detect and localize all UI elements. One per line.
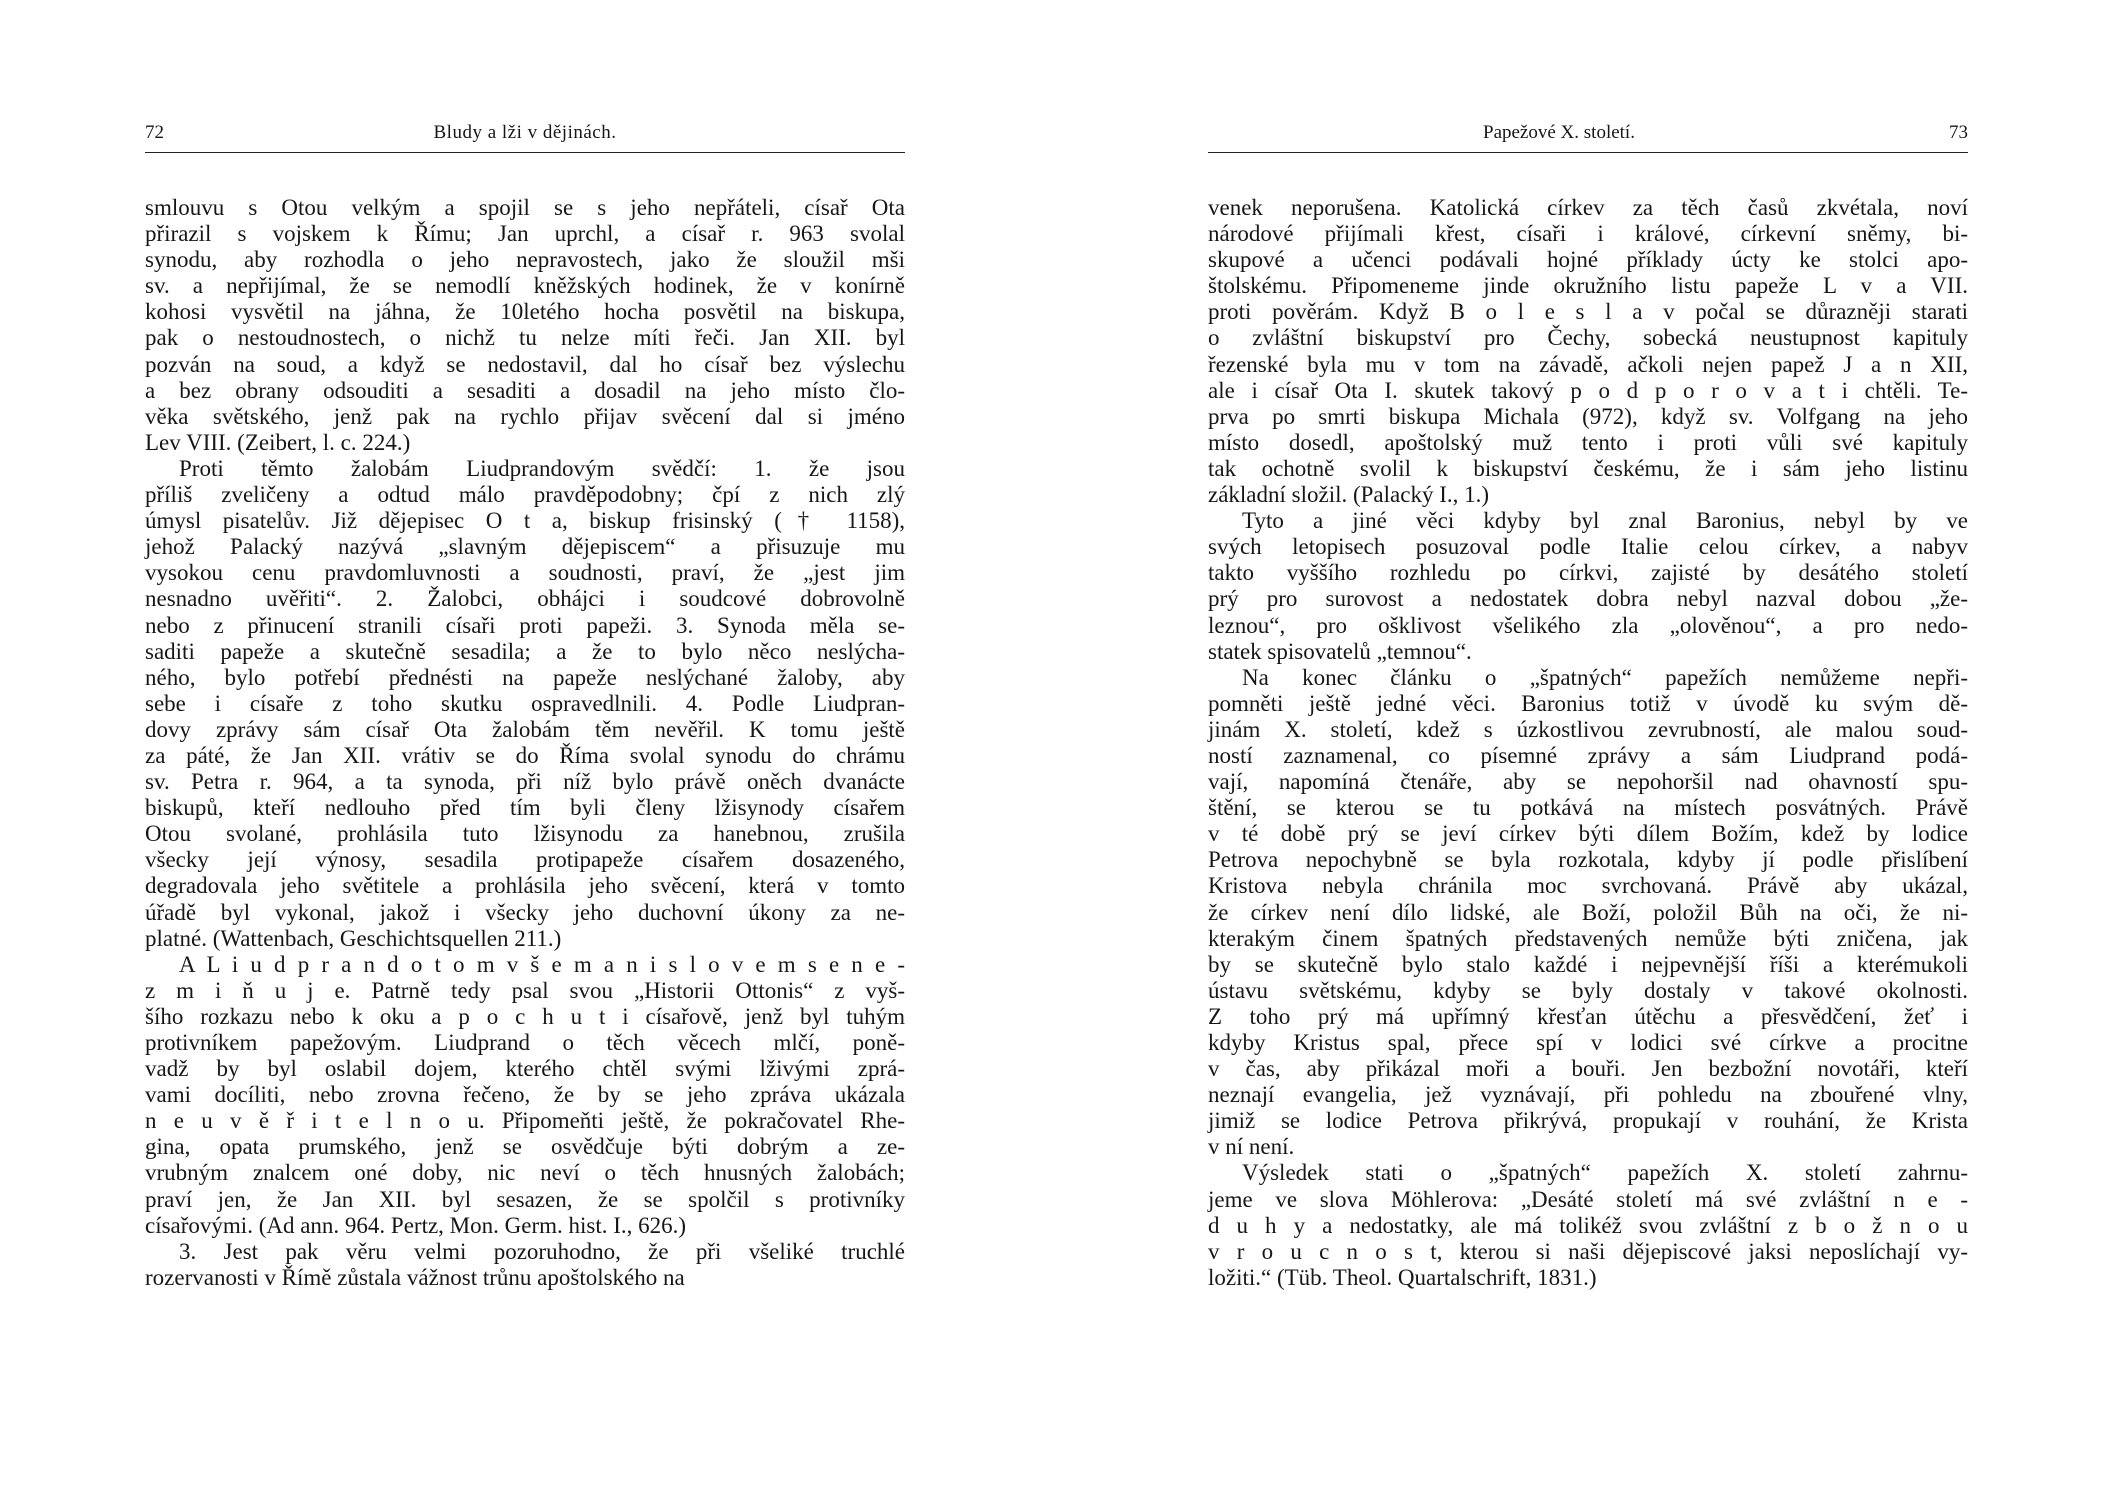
text-line: svých letopisech posuzoval podle Italie celou církev, a nabyv xyxy=(1208,534,1968,560)
text-line: rozervanosti v Římě zůstala vážnost trůnu apoštolského na xyxy=(145,1264,685,1290)
text-line: leznou“, pro ošklivost všelikého zla „olověnou“, a pro nedo- xyxy=(1208,612,1968,638)
text-line: degradovala jeho světitele a prohlásila jeho svěcení, která v tomto xyxy=(145,873,905,899)
left-page-header xyxy=(145,122,905,153)
text-line: proti pověrám. Když B o l e s l a v počal se důrazněji starati xyxy=(1208,299,1968,325)
text-line: z m i ň u j e. Patrně tedy psal svou „Historii Ottonis“ z vyš- xyxy=(145,977,905,1003)
text-line: takto vyššího rozhledu po církvi, zajisté by desátého století xyxy=(1208,560,1968,586)
right-page-number: 73 xyxy=(1949,122,1968,143)
text-line: Otou svolané, prohlásila tuto lžisynodu za hanebnou, zrušila xyxy=(145,821,905,847)
text-line: vami docíliti, nebo zrovna řečeno, že by se jeho zpráva ukázala xyxy=(145,1082,905,1108)
text-line: vrubným znalcem oné doby, nic neví o těch hnusných žalobách; xyxy=(145,1160,905,1186)
text-line: Lev VIII. (Zeibert, l. c. 224.) xyxy=(145,429,411,455)
text-line: Petrova nepochybně se byla rozkotala, kdyby jí podle přislíbení xyxy=(1208,847,1968,873)
text-line: venek neporušena. Katolická církev za těch časů zkvétala, noví xyxy=(1208,195,1968,220)
text-line: prva po smrti biskupa Michala (972), když sv. Volfgang na jeho xyxy=(1208,403,1968,429)
text-line: úřadě byl vykonal, jakož i všecky jeho duchovní úkony za ne- xyxy=(145,899,905,925)
text-line: úmysl pisatelův. Již dějepisec O t a, biskup frisinský († 1158), xyxy=(145,508,905,534)
text-line: v r o u c n o s t, kterou si naši dějepiscové jaksi neposlíchají vy- xyxy=(1208,1238,1968,1264)
text-line: a bez obrany odsouditi a sesaditi a dosadil na jeho místo člo- xyxy=(145,377,905,403)
left-page-text xyxy=(145,195,905,1291)
text-line: synodu, aby rozhodla o jeho nepravostech, jako že sloužil mši xyxy=(145,247,905,273)
text-line: Z toho prý má upřímný křesťan útěchu a přesvědčení, žeť i xyxy=(1208,1003,1968,1029)
text-line: příliš zveličeny a odtud málo pravděpodobny; čpí z nich zlý xyxy=(145,482,905,508)
text-line: místo dosedl, apoštolský muž tento i proti vůli své kapituly xyxy=(1208,429,1968,455)
text-line: prý pro surovost a nedostatek dobra nebyl nazval dobou „že- xyxy=(1208,586,1968,612)
text-line: platné. (Wattenbach, Geschichtsquellen 211.) xyxy=(145,925,562,951)
text-line: jimiž se lodice Petrova přikrývá, propukají v rouhání, že Krista xyxy=(1208,1108,1968,1134)
text-line: nebo z přinucení stranili císaři proti papeži. 3. Synoda měla se- xyxy=(145,612,905,638)
text-line: protivníkem papežovým. Liudprand o těch věcech mlčí, poně- xyxy=(145,1030,905,1055)
text-line: vysokou cenu pravdomluvnosti a soudnosti, praví, že „jest jim xyxy=(145,560,905,586)
text-line: Výsledek stati o „špatných“ papežích X. století zahrnu- xyxy=(1242,1160,1968,1186)
text-line: neznají evangelia, jež vyznávají, při pohledu na zbouřené vlny, xyxy=(1208,1082,1968,1108)
text-line: praví jen, že Jan XII. byl sesazen, že se spolčil s protivníky xyxy=(145,1186,905,1212)
text-line: jeme ve slova Möhlerova: „Desáté století má své zvláštní n e - xyxy=(1208,1186,1968,1212)
text-line: biskupů, kteří nedlouho před tím byli členy lžisynody císařem xyxy=(145,795,905,821)
text-line: všecky její výnosy, sesadila protipapeže císařem dosazeného, xyxy=(145,847,905,873)
text-line: smlouvu s Otou velkým a spojil se s jeho nepřáteli, císař Ota xyxy=(145,195,905,220)
text-line: šího rozkazu nebo k oku a p o c h u t i císařově, jenž byl tuhým xyxy=(145,1003,905,1029)
left-running-title: Bludy a lži v dějinách. xyxy=(433,122,617,143)
text-line: sv. Petra r. 964, a ta synoda, při níž bylo právě oněch dvanácte xyxy=(145,769,905,795)
text-line: ného, bylo potřebí přednésti na papeže neslýchané žaloby, aby xyxy=(145,664,905,690)
text-line: věka světského, jenž pak na rychlo přijav svěcení dal si jméno xyxy=(145,403,905,429)
text-line: ústavu světskému, kdyby se byly dostaly v takové okolnosti. xyxy=(1208,977,1968,1003)
text-line: jinám X. století, kdež s úzkostlivou zevrubností, ale malou soud- xyxy=(1208,716,1968,742)
text-line: základní složil. (Palacký I., 1.) xyxy=(1208,482,1490,508)
text-line: přirazil s vojskem k Římu; Jan uprchl, a císař r. 963 svolal xyxy=(145,221,905,247)
text-line: kohosi vysvětil na jáhna, že 10letého hocha posvětil na biskupa, xyxy=(145,299,905,325)
right-page-header xyxy=(1208,122,1968,153)
text-line: jehož Palacký nazývá „slavným dějepiscem“ a přisuzuje mu xyxy=(145,534,905,560)
text-line: Na konec článku o „špatných“ papežích nemůžeme nepři- xyxy=(1242,664,1968,690)
text-line: tak ochotně svolil k biskupství českému, že i sám jeho listinu xyxy=(1208,455,1968,481)
text-line: sv. a nepřijímal, že se nemodlí kněžských hodinek, že v konírně xyxy=(145,273,905,299)
text-line: saditi papeže a skutečně sesadila; a že to bylo něco neslýcha- xyxy=(145,638,905,664)
right-page-text xyxy=(1208,195,1968,1291)
text-line: v té době prý se jeví církev býti dílem Božím, kdež by lodice xyxy=(1208,821,1968,847)
text-line: že církev není dílo lidské, ale Boží, položil Bůh na oči, že ni- xyxy=(1208,899,1968,925)
text-line: nesnadno uvěřiti“. 2. Žalobci, obhájci i soudcové dobrovolně xyxy=(145,586,905,612)
text-line: d u h y a nedostatky, ale má tolikéž svou zvláštní z b o ž n o u xyxy=(1208,1212,1968,1238)
text-line: kterakým činem špatných představených nemůže býti zničena, jak xyxy=(1208,925,1968,951)
text-line: císařovými. (Ad ann. 964. Pertz, Mon. Germ. hist. I., 626.) xyxy=(145,1212,687,1238)
text-line: dovy zprávy sám císař Ota žalobám těm nevěřil. K tomu ještě xyxy=(145,716,905,742)
text-line: sebe i císaře z toho skutku ospravedlnili. 4. Podle Liudpran- xyxy=(145,690,905,716)
text-line: Proti těmto žalobám Liudprandovým svědčí: 1. že jsou xyxy=(179,455,905,481)
text-line: kdyby Kristus spal, přece spí v lodici své církve a procitne xyxy=(1208,1030,1968,1055)
text-line: ností zaznamenal, co písemné zprávy a sám Liudprand podá- xyxy=(1208,742,1968,768)
text-line: vadž by byl oslabil dojem, kterého chtěl svými lživými zprá- xyxy=(145,1056,905,1082)
text-line: Tyto a jiné věci kdyby byl znal Baronius, nebyl by ve xyxy=(1242,508,1968,534)
text-line: vají, napomíná čtenáře, aby se nepohoršil nad ohavností spu- xyxy=(1208,769,1968,795)
text-line: statek spisovatelů „temnou“. xyxy=(1208,638,1472,664)
text-line: řezenské byla mu v tom na závadě, ačkoli nejen papež J a n XII, xyxy=(1208,351,1968,377)
text-line: skupové a učenci podávali hojné příklady úcty ke stolci apo- xyxy=(1208,247,1968,273)
text-line: o zvláštní biskupství pro Čechy, sobecká neustupnost kapituly xyxy=(1208,325,1968,351)
text-line: v ní není. xyxy=(1208,1134,1295,1160)
text-line: pomněti ještě jedné věci. Baronius totiž v úvodě ku svým dě- xyxy=(1208,690,1968,716)
text-line: by se skutečně bylo stalo každé i nejpevnější říši a kterémukoli xyxy=(1208,951,1968,977)
text-line: pozván na soud, a když se nedostavil, dal ho císař bez výslechu xyxy=(145,351,905,377)
text-line: štění, se kterou se tu potkává na místech posvátných. Právě xyxy=(1208,795,1968,821)
text-line: za páté, že Jan XII. vrátiv se do Říma svolal synodu do chrámu xyxy=(145,742,905,768)
text-line: národové přijímali křest, císaři i králové, církevní sněmy, bi- xyxy=(1208,221,1968,247)
left-page-number: 72 xyxy=(145,122,164,143)
text-line: štolskému. Připomeneme jinde okružního listu papeže L v a VII. xyxy=(1208,273,1968,299)
right-running-title: Papežové X. století. xyxy=(1483,122,1635,143)
text-line: pak o nestoudnostech, o nichž tu nelze míti řeči. Jan XII. byl xyxy=(145,325,905,351)
text-line: v čas, aby přikázal moři a bouři. Jen bezbožní novotáři, kteří xyxy=(1208,1056,1968,1082)
text-line: ale i císař Ota I. skutek takový p o d p o r o v a t i chtěli. Te- xyxy=(1208,377,1968,403)
text-line: ložiti.“ (Tüb. Theol. Quartalschrift, 1831.) xyxy=(1208,1264,1597,1290)
text-line: n e u v ě ř i t e l n o u. Připomeňti ještě, že pokračovatel Rhe- xyxy=(145,1108,905,1134)
text-line: A L i u d p r a n d o t o m v š e m a n i s l o v e m s e n e - xyxy=(179,951,905,977)
text-line: gina, opata prumského, jenž se osvědčuje býti dobrým a ze- xyxy=(145,1134,905,1160)
text-line: 3. Jest pak věru velmi pozoruhodno, že při všeliké truchlé xyxy=(179,1238,905,1264)
text-line: Kristova nebyla chránila moc svrchovaná. Právě aby ukázal, xyxy=(1208,873,1968,899)
